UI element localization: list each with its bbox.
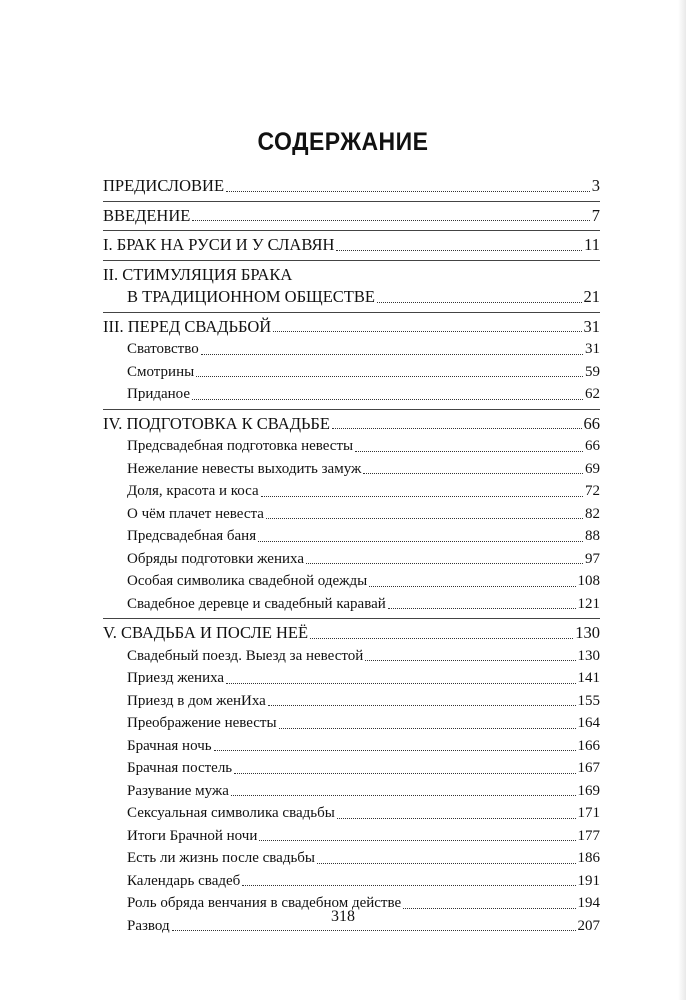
toc-subentry[interactable] <box>103 458 600 481</box>
toc-subentry[interactable] <box>103 870 600 893</box>
dot-leader <box>192 220 589 221</box>
toc-subentry[interactable] <box>103 361 600 384</box>
toc-subentry-page: 62 <box>585 386 600 402</box>
toc-subentry[interactable] <box>103 825 600 848</box>
toc-subentry[interactable] <box>103 847 600 870</box>
divider <box>103 230 600 231</box>
toc-subentry-label: Особая символика свадебной одежды <box>127 573 368 589</box>
toc-subentry[interactable] <box>103 480 600 503</box>
toc-entry-label: ВВЕДЕНИЕ <box>103 205 191 225</box>
toc-subentry[interactable] <box>103 802 600 825</box>
toc-subentry-label: Доля, красота и коса <box>127 483 259 499</box>
toc-entry-page: 66 <box>583 413 600 433</box>
divider <box>103 260 600 261</box>
toc-entry-label: I. БРАК НА РУСИ И У СЛАВЯН <box>103 235 335 254</box>
toc-subentry-page: 171 <box>577 805 600 821</box>
toc-subentry-page: 166 <box>577 737 600 754</box>
toc-entry-chapter-4[interactable] <box>103 413 600 436</box>
dot-leader <box>201 354 583 355</box>
toc-entry-chapter-5[interactable] <box>103 622 600 645</box>
toc-entry-chapter-3[interactable] <box>103 316 600 339</box>
toc-subentry[interactable] <box>103 690 600 713</box>
dot-leader <box>242 885 575 886</box>
toc-subentry-page: 186 <box>577 850 600 866</box>
toc-subentry-label: Брачная ночь <box>127 737 212 754</box>
toc-subentry-label: Свадебный поезд. Выезд за невестой <box>127 647 364 664</box>
toc-subentry-label: О чём плачет невеста <box>127 505 264 522</box>
toc-entry-chapter-1[interactable] <box>103 234 600 257</box>
dot-leader <box>388 608 576 609</box>
toc-subentry-label: Сексуальная символика свадьбы <box>127 805 335 821</box>
dot-leader <box>259 840 575 841</box>
toc-subentry[interactable] <box>103 503 600 526</box>
page-title: СОДЕРЖАНИЕ <box>257 128 429 156</box>
toc-entry-page: 130 <box>575 623 600 642</box>
toc-subentry-page: 59 <box>585 363 600 380</box>
toc-subentry-page: 66 <box>585 438 600 454</box>
page-edge-shadow <box>678 0 686 1000</box>
toc-subentry-label: Обряды подготовки жениха <box>127 550 304 567</box>
toc-subentry-label: Роль обряда венчания в свадебном действе <box>127 895 402 911</box>
dot-leader <box>310 638 573 639</box>
toc-subentry-page: 97 <box>585 550 600 567</box>
toc-subentry-label: Приезд жениха <box>127 670 225 686</box>
toc-subentry[interactable] <box>103 757 600 780</box>
dot-leader <box>363 473 583 474</box>
toc-entry-page: 3 <box>591 176 600 195</box>
dot-leader <box>377 302 582 303</box>
dot-leader <box>266 518 583 519</box>
dot-leader <box>234 773 575 774</box>
toc-subentry-label: Развод <box>127 917 170 934</box>
toc-subentry-page: 169 <box>577 782 600 799</box>
toc-subentry[interactable] <box>103 645 600 668</box>
toc-subentry[interactable] <box>103 712 600 735</box>
toc-subentry[interactable] <box>103 667 600 690</box>
toc-subentry[interactable] <box>103 383 600 406</box>
toc-subentry-label: Есть ли жизнь после свадьбы <box>127 850 315 866</box>
toc-subentry-label: Приезд в дом женИха <box>127 692 266 709</box>
toc-subentry-label: Календарь свадеб <box>127 872 241 889</box>
toc-subentry[interactable] <box>103 435 600 458</box>
dot-leader <box>268 705 576 706</box>
dot-leader <box>336 250 582 251</box>
toc-subentry-label: Приданое <box>127 386 191 402</box>
toc-subentry-page: 194 <box>577 895 600 911</box>
toc-entry-chapter-2-line1[interactable]: II. СТИМУЛЯЦИЯ БРАКА <box>103 264 293 284</box>
dot-leader <box>332 428 582 429</box>
toc-entry-preface[interactable] <box>103 175 600 198</box>
dot-leader <box>369 586 575 587</box>
toc-subentry-page: 177 <box>577 827 600 844</box>
toc-subentry-page: 207 <box>577 917 600 934</box>
toc-subentry-page: 167 <box>577 760 600 776</box>
divider <box>103 618 600 619</box>
dot-leader <box>258 541 583 542</box>
dot-leader <box>214 750 576 751</box>
dot-leader <box>226 191 590 192</box>
toc-subentry[interactable] <box>103 593 600 616</box>
dot-leader <box>226 683 575 684</box>
dot-leader <box>273 331 581 332</box>
divider <box>103 201 600 202</box>
dot-leader <box>279 728 576 729</box>
toc-entry-label: III. ПЕРЕД СВАДЬБОЙ <box>103 316 272 336</box>
dot-leader <box>172 930 576 931</box>
toc-entry-page: 21 <box>583 287 600 306</box>
toc-subentry-label: Брачная постель <box>127 760 233 776</box>
toc-subentry[interactable] <box>103 735 600 758</box>
toc-subentry-label: Сватовство <box>127 341 199 357</box>
divider <box>103 312 600 313</box>
toc-subentry-page: 31 <box>585 341 600 357</box>
dot-leader <box>231 795 576 796</box>
toc-subentry[interactable] <box>103 525 600 548</box>
dot-leader <box>365 660 575 661</box>
toc-subentry-label: Разувание мужа <box>127 782 229 799</box>
toc-entry-chapter-2[interactable] <box>103 286 600 309</box>
page-number: 318 <box>331 908 355 925</box>
toc-subentry-label: Смотрины <box>127 363 195 380</box>
dot-leader <box>317 863 576 864</box>
toc-entry-page: 7 <box>591 205 600 225</box>
toc-subentry-label: Итоги Брачной ночи <box>127 827 258 844</box>
toc-subentry-page: 69 <box>585 460 600 477</box>
dot-leader <box>261 496 583 497</box>
toc-subentry-label: Предсвадебная баня <box>127 528 257 544</box>
divider <box>103 409 600 410</box>
toc-subentry-label: Свадебное деревце и свадебный каравай <box>127 595 386 612</box>
toc-subentry-page: 72 <box>585 483 600 499</box>
dot-leader <box>355 451 583 452</box>
toc-subentry-page: 82 <box>585 505 600 522</box>
toc-subentry[interactable] <box>103 570 600 593</box>
toc-subentry-page: 88 <box>585 528 600 544</box>
toc-subentry-page: 191 <box>577 872 600 889</box>
toc-entry-label: IV. ПОДГОТОВКА К СВАДЬБЕ <box>103 413 330 433</box>
toc-subentry[interactable] <box>103 338 600 361</box>
toc-subentry-page: 141 <box>577 670 600 686</box>
dot-leader <box>306 563 583 564</box>
toc-subentry-page: 121 <box>577 595 600 612</box>
toc-subentry-page: 130 <box>577 647 600 664</box>
toc-entry-label: V. СВАДЬБА И ПОСЛЕ НЕЁ <box>103 623 309 642</box>
toc-subentry[interactable] <box>103 548 600 571</box>
toc-subentry-page: 108 <box>577 573 600 589</box>
toc-subentry[interactable] <box>103 780 600 803</box>
toc-subentry-label: Предсвадебная подготовка невесты <box>127 438 354 454</box>
toc-entry-page: 11 <box>584 235 600 254</box>
toc-entry-label: ПРЕДИСЛОВИЕ <box>103 176 225 195</box>
dot-leader <box>192 399 583 400</box>
toc-entry-intro[interactable] <box>103 205 600 228</box>
toc-subentry-page: 164 <box>577 715 600 731</box>
toc-subentry-page: 155 <box>577 692 600 709</box>
dot-leader <box>337 818 576 819</box>
toc-entry-page: 31 <box>583 316 600 336</box>
toc-entry-label: В ТРАДИЦИОННОМ ОБЩЕСТВЕ <box>127 287 375 306</box>
toc-subentry-label: Нежелание невесты выходить замуж <box>127 460 362 477</box>
table-of-contents <box>103 175 600 937</box>
dot-leader <box>196 376 583 377</box>
toc-subentry-label: Преображение невесты <box>127 715 277 731</box>
